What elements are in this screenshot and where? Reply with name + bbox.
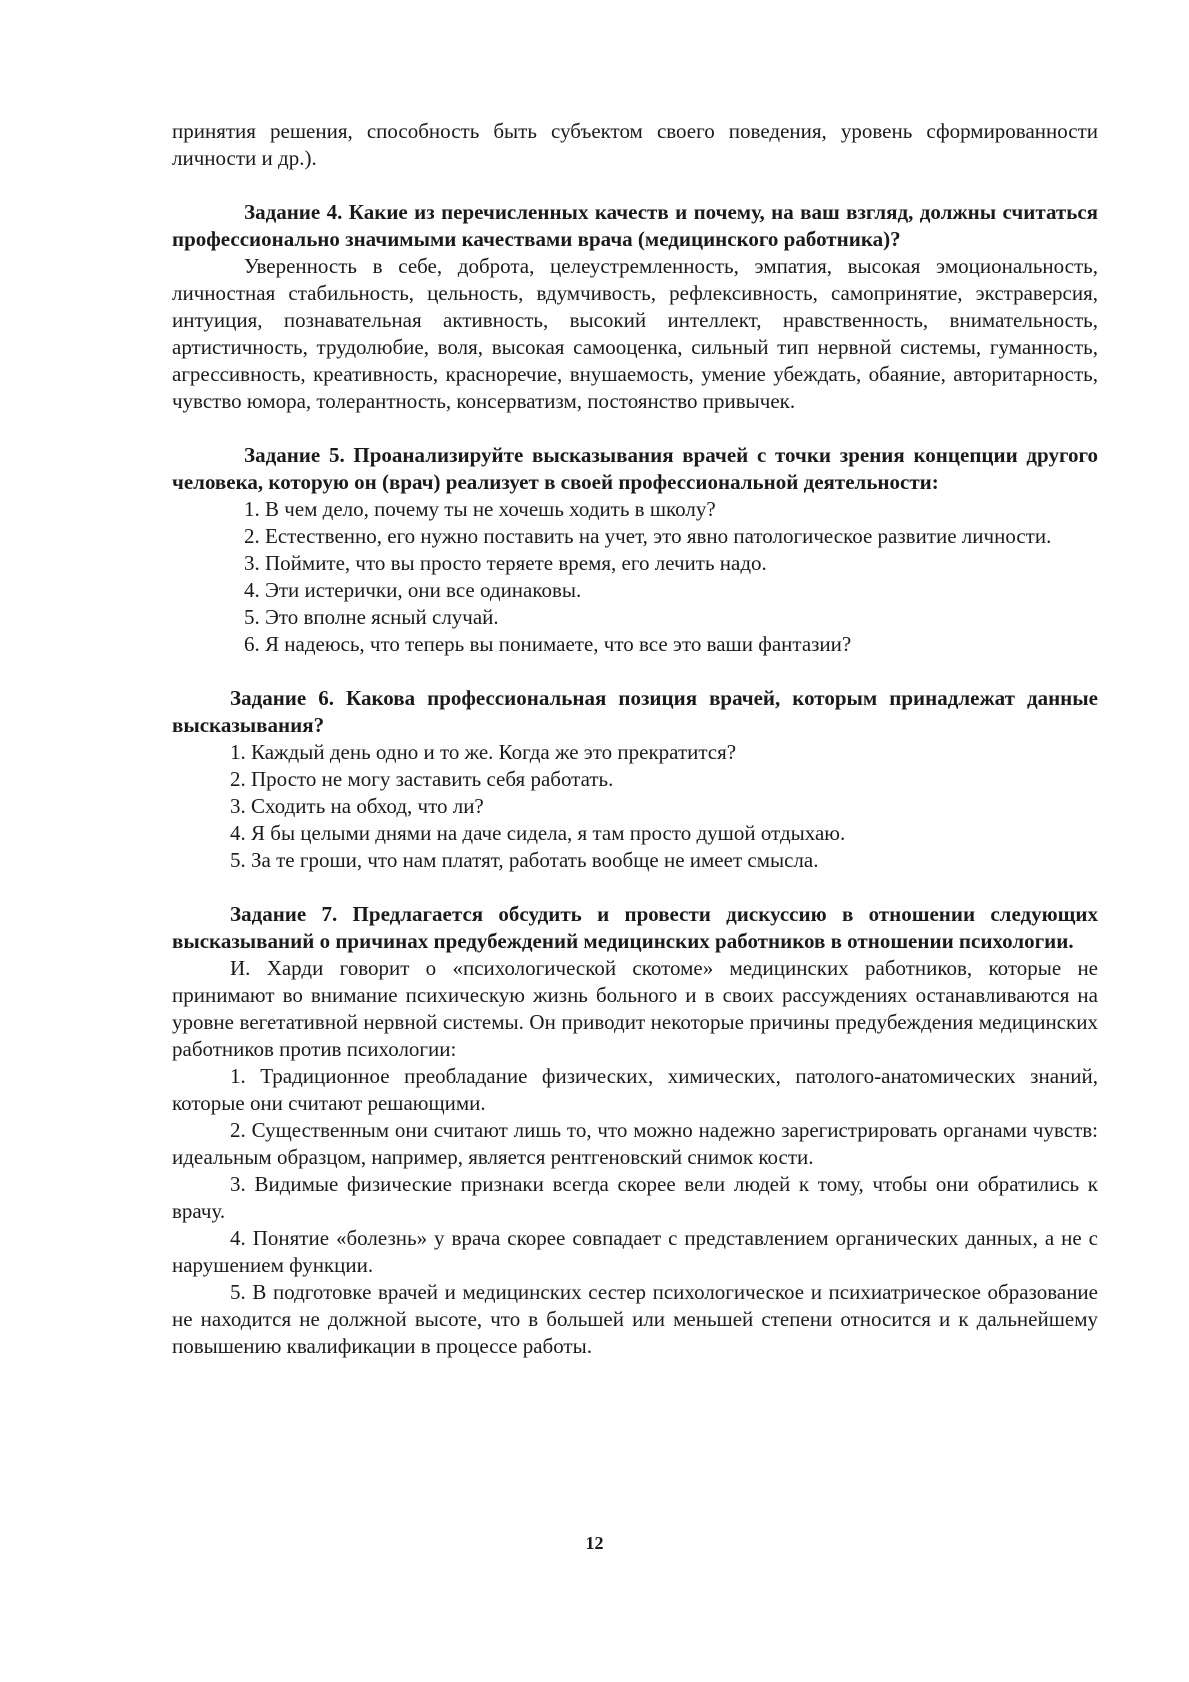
task-7-section — [172, 901, 1098, 1360]
task-6-item: 3. Сходить на обход, что ли? — [230, 794, 484, 818]
task-6-item: 5. За те гроши, что нам платят, работать вообще не имеет смысла. — [230, 848, 819, 872]
task-4-body: Уверенность в себе, доброта, целеустремленность, эмпатия, высокая эмоциональность, личностная стабильность, цельность, вдумчивость, рефлексивность, самопринятие, экстраверсия, интуиция, познавательная активность, высокий интеллект, нравственность, внимательность, артистичность, трудолюбие, воля, высокая самооценка, сильный тип нервной системы, гуманность, агрессивность, креативность, красноречие, внушаемость, умение убеждать, обаяние, авторитарность, чувство юмора, толерантность, консерватизм, постоянство привычек. — [172, 254, 1098, 413]
task-7-item: 1. Традиционное преобладание физических, химических, патолого-анатомических знаний, которые они считают решающими. — [172, 1064, 1098, 1115]
task-4-section — [172, 199, 1098, 415]
task-7-intro: И. Харди говорит о «психологической скотоме» медицинских работников, которые не принимают во внимание психическую жизнь больного и в своих рассуждениях останавливаются на уровне вегетативной нервной системы. Он приводит некоторые причины предубеждения медицинских работников против психологии: — [172, 956, 1098, 1061]
task-7-item: 4. Понятие «болезнь» у врача скорее совпадает с представлением органических данных, а не с нарушением функции. — [172, 1226, 1098, 1277]
task-5-item: 3. Поймите, что вы просто теряете время, его лечить надо. — [244, 551, 767, 575]
task-5-item: 6. Я надеюсь, что теперь вы понимаете, что все это ваши фантазии? — [244, 632, 852, 656]
intro-paragraph: принятия решения, способность быть субъектом своего поведения, уровень сформированности личности и др.). — [172, 119, 1098, 170]
task-7-item: 3. Видимые физические признаки всегда скорее вели людей к тому, чтобы они обратились к врачу. — [172, 1172, 1098, 1223]
task-7-heading: Задание 7. Предлагается обсудить и провести дискуссию в отношении следующих высказываний о причинах предубеждений медицинских работников в отношении психологии. — [172, 902, 1098, 953]
task-6-section — [172, 685, 1098, 874]
task-5-item: 2. Естественно, его нужно поставить на учет, это явно патологическое развитие личности. — [244, 524, 1052, 548]
task-5-section — [172, 442, 1098, 658]
task-5-item: 4. Эти истерички, они все одинаковы. — [244, 578, 582, 602]
task-5-item: 1. В чем дело, почему ты не хочешь ходить в школу? — [244, 497, 716, 521]
task-4-heading: Задание 4. Какие из перечисленных качеств и почему, на ваш взгляд, должны считаться профессионально значимыми качествами врача (медицинского работника)? — [172, 200, 1098, 251]
document-page — [172, 118, 1098, 1360]
task-7-item: 2. Существенным они считают лишь то, что можно надежно зарегистрировать органами чувств: идеальным образцом, например, является рентгеновский снимок кости. — [172, 1118, 1098, 1169]
task-6-heading: Задание 6. Какова профессиональная позиция врачей, которым принадлежат данные высказывания? — [172, 686, 1098, 737]
task-5-item: 5. Это вполне ясный случай. — [244, 605, 499, 629]
task-5-heading: Задание 5. Проанализируйте высказывания врачей с точки зрения концепции другого человека, которую он (врач) реализует в своей профессиональной деятельности: — [172, 443, 1098, 494]
task-7-item: 5. В подготовке врачей и медицинских сестер психологическое и психиатрическое образование не находится не должной высоте, что в большей или меньшей степени относится и к дальнейшему повышению квалификации в процессе работы. — [172, 1280, 1098, 1358]
page-number: 12 — [585, 1533, 604, 1553]
task-6-item: 4. Я бы целыми днями на даче сидела, я там просто душой отдыхаю. — [230, 821, 846, 845]
task-6-item: 1. Каждый день одно и то же. Когда же это прекратится? — [230, 740, 737, 764]
task-6-item: 2. Просто не могу заставить себя работать. — [230, 767, 614, 791]
